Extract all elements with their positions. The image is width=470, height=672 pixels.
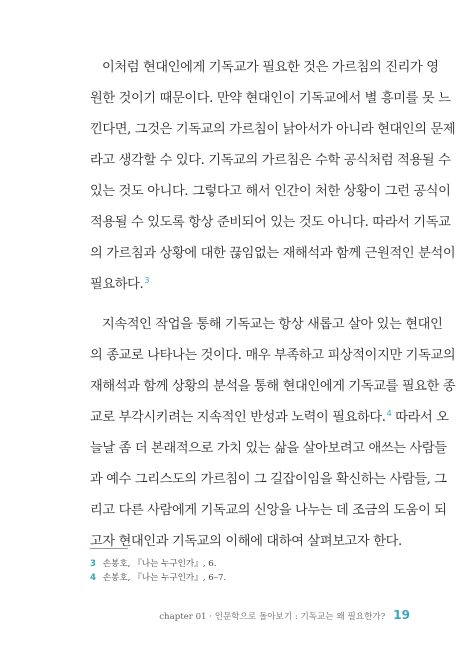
paragraph-1-line-5: 있는 것도 아니다. 그렇다고 해서 인간이 처한 상황이 그런 공식이	[90, 184, 451, 199]
footnote-divider	[90, 548, 128, 549]
paragraph-1-line-7: 의 가르침과 상황에 대한 끊임없는 재해석과 함께 근원적인 분석이	[90, 246, 456, 261]
paragraph-2-line-6: 과 예수 그리스도의 가르침이 그 길잡이임을 확신하는 사람들, 그	[90, 472, 447, 487]
paragraph-2-line-1: 지속적인 작업을 통해 기독교는 항상 새롭고 살아 있는 현대인	[102, 317, 443, 332]
paragraph-1-last-text: 필요하다.	[90, 277, 144, 292]
page-number: 19	[393, 608, 410, 622]
paragraph-1-line-3: 낀다면, 그것은 기독교의 가르침이 낡아서가 아니라 현대인의 문제	[90, 122, 456, 137]
footnote-ref-4[interactable]: 4	[386, 408, 392, 418]
paragraph-1-line-2: 원한 것이기 때문이다. 만약 현대인이 기독교에서 별 흥미를 못 느	[90, 91, 451, 106]
paragraph-1-line-1: 이처럼 현대인에게 기독교가 필요한 것은 가르침의 진리가 영	[102, 60, 439, 75]
running-head-text: chapter 01 · 인문학으로 돌아보기 : 기독교는 왜 필요한가?	[159, 612, 386, 622]
paragraph-2-line-2: 의 종교로 나타나는 것이다. 매우 부족하고 피상적이지만 기독교의	[90, 348, 456, 363]
paragraph-1-line-4: 라고 생각할 수 있다. 기독교의 가르침은 수학 공식처럼 적용될 수	[90, 153, 451, 168]
paragraph-2-line-4	[90, 402, 449, 433]
footnote-text: 손봉호, 『나는 누구인가』, 6–7.	[102, 573, 227, 583]
footnote-number: 4	[90, 573, 96, 583]
footnotes	[90, 557, 410, 585]
footnote-text: 손봉호, 『나는 누구인가』, 6.	[102, 559, 217, 569]
paragraph-2-line-4-before: 교로 부각시키려는 지속적인 반성과 노력이 필요하다.	[90, 410, 386, 425]
paragraph-1-line-6: 적용될 수 있도록 항상 준비되어 있는 것도 아니다. 따라서 기독교	[90, 215, 451, 230]
footnote-item	[90, 571, 410, 585]
footnote-number: 3	[90, 559, 96, 569]
running-footer	[159, 608, 410, 622]
paragraph-2-line-8: 고자 현대인과 기독교의 이해에 대하여 살펴보고자 한다.	[90, 534, 402, 549]
paragraph-2-line-3: 재해석과 함께 상황의 분석을 통해 현대인에게 기독교를 필요한 종	[90, 379, 456, 394]
paragraph-2-line-5: 늘날 좀 더 본래적으로 가치 있는 삶을 살아보려고 애쓰는 사람들	[90, 441, 447, 456]
paragraph-1-line-8	[90, 269, 410, 300]
paragraph-2-line-4-after: 따라서 오	[391, 410, 449, 425]
body-text	[90, 52, 456, 557]
paragraph-gap	[90, 300, 410, 309]
paragraph-2-line-7: 리고 다른 사람에게 기독교의 신앙을 나누는 데 조금의 도움이 되	[90, 503, 447, 518]
footnote-item	[90, 557, 410, 571]
footnote-ref-3[interactable]: 3	[144, 275, 150, 285]
